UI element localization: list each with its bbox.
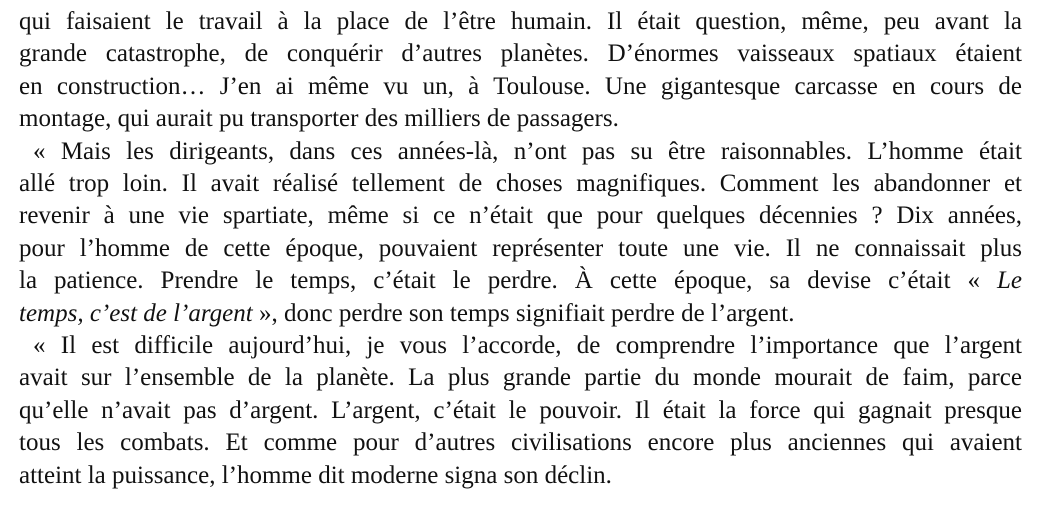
text-line: « Il est difficile aujourd’hui, je vous l’accorde, de comprendre l’importance que l’argent bbox=[33, 332, 1022, 360]
text-line: tous les combats. Et comme pour d’autres civilisations encore plus anciennes qui avaient bbox=[19, 429, 1022, 457]
text-run: », donc perdre son temps signifiait perdre de l’argent. bbox=[252, 299, 795, 327]
text-line: qui faisaient le travail à la place de l’être humain. Il était question, même, peu avant la bbox=[19, 8, 1022, 35]
text-line: allé trop loin. Il avait réalisé tellement de choses magnifiques. Comment les abandonner et bbox=[19, 170, 1022, 198]
paragraph-2 bbox=[19, 136, 1022, 330]
text-line: pour l’homme de cette époque, pouvaient représenter toute une vie. Il ne connaissait plus bbox=[19, 234, 1022, 262]
italic-text: Le bbox=[997, 267, 1022, 295]
text-line: montage, qui aurait pu transporter des milliers de passagers. bbox=[19, 105, 619, 133]
text-line bbox=[19, 298, 1022, 330]
text-line: qu’elle n’avait pas d’argent. L’argent, c’était le pouvoir. Il était la force qui gagnait presque bbox=[19, 396, 1022, 424]
text-line bbox=[19, 265, 1022, 297]
text-line: en construction… J’en ai même vu un, à Toulouse. Une gigantesque carcasse en cours de bbox=[19, 72, 1022, 100]
text-line: « Mais les dirigeants, dans ces années-là, n’ont pas su être raisonnables. L’homme était bbox=[33, 137, 1022, 165]
text-line: avait sur l’ensemble de la planète. La plus grande partie du monde mourait de faim, parce bbox=[19, 364, 1022, 392]
text-line: grande catastrophe, de conquérir d’autres planètes. D’énormes vaisseaux spatiaux étaient bbox=[19, 40, 1022, 68]
text-line: atteint la puissance, l’homme dit moderne signa son déclin. bbox=[19, 461, 612, 489]
italic-text: temps, c’est de l’argent bbox=[19, 299, 253, 327]
text-line: revenir à une vie spartiate, même si ce n’était que pour quelques décennies ? Dix années, bbox=[19, 202, 1022, 230]
paragraph-1 bbox=[19, 6, 1022, 136]
text-run: la patience. Prendre le temps, c’était le perdre. À cette époque, sa devise c’était « bbox=[19, 267, 981, 295]
paragraph-3 bbox=[19, 330, 1022, 492]
